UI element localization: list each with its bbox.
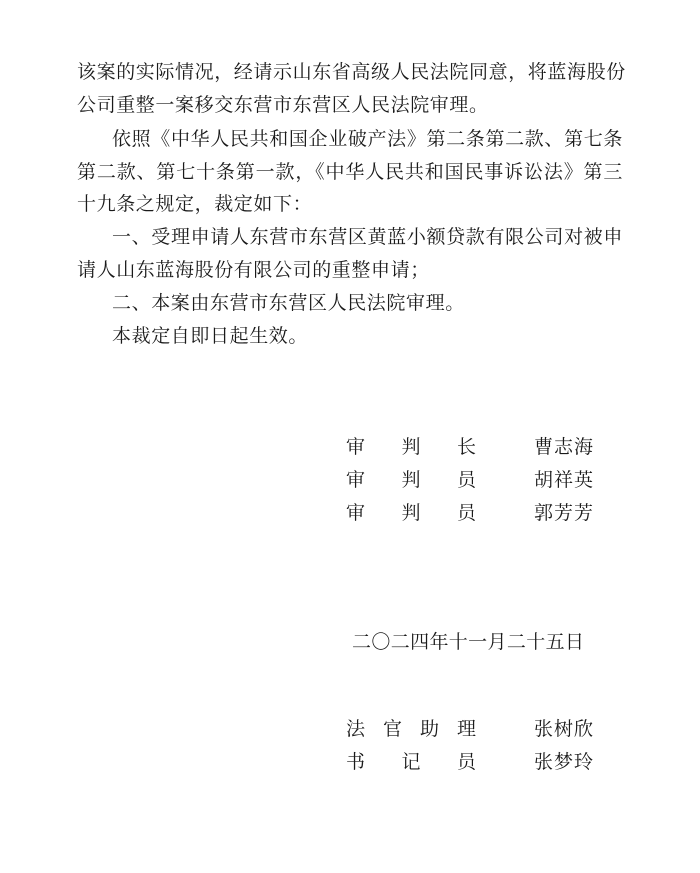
body-line-9: 本裁定自即日起生效。 (112, 325, 309, 347)
body-line-1: 该案的实际情况，经请示山东省高级人民法院同意，将蓝海股份 (77, 61, 626, 83)
judge-name-2: 胡祥英 (534, 469, 595, 491)
body-line-5: 十九条之规定，裁定如下： (77, 193, 313, 215)
judge-name-1: 曹志海 (534, 436, 595, 458)
body-line-2: 公司重整一案移交东营市东营区人民法院审理。 (77, 94, 489, 116)
clerk-title-2: 书记员 (346, 751, 476, 773)
body-line-3: 依照《中华人民共和国企业破产法》第二条第二款、第七条 (112, 128, 623, 150)
body-line-7: 请人山东蓝海股份有限公司的重整申请； (77, 259, 430, 281)
body-line-4: 第二款、第七十条第一款，《中华人民共和国民事诉讼法》第三 (77, 161, 623, 183)
judge-title-1: 审判长 (346, 436, 476, 458)
clerk-name-1: 张树欣 (534, 718, 595, 740)
judge-title-3: 审判员 (346, 502, 476, 524)
ruling-date: 二〇二四年十一月二十五日 (352, 631, 584, 653)
judge-name-3: 郭芳芳 (534, 502, 595, 524)
body-line-8: 二、本案由东营市东营区人民法院审理。 (112, 292, 465, 314)
judge-title-2: 审判员 (346, 469, 476, 491)
clerk-title-1: 法官助理 (346, 718, 476, 740)
body-line-6: 一、受理申请人东营市东营区黄蓝小额贷款有限公司对被申 (112, 226, 623, 248)
clerk-name-2: 张梦玲 (534, 751, 595, 773)
